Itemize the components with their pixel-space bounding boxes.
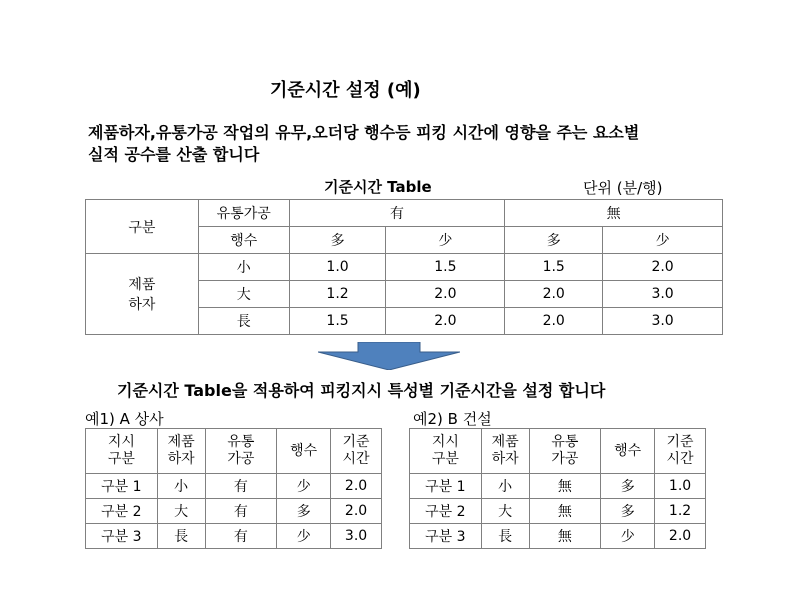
header-cell xyxy=(655,429,706,474)
header-cell: 행수 xyxy=(277,429,331,474)
row-group-line: 하자 xyxy=(128,297,156,313)
header-line: 제품 xyxy=(491,434,519,450)
table-row xyxy=(86,499,382,524)
table-cell: 2.0 xyxy=(386,281,505,308)
intro-line-2: 실적 공수를 산출 합니다 xyxy=(88,145,260,164)
table-cell: 3.0 xyxy=(603,281,723,308)
table-cell: 구분 1 xyxy=(86,474,158,499)
table-cell: 多 xyxy=(601,474,655,499)
table-cell: 1.5 xyxy=(289,308,386,335)
header-cell xyxy=(481,429,529,474)
table-cell: 3.0 xyxy=(603,308,723,335)
table-cell: 有 xyxy=(205,474,277,499)
table-cell: 2.0 xyxy=(655,524,706,549)
conclusion-text: 기준시간 Table을 적용하여 피킹지시 특성별 기준시간을 설정 합니다 xyxy=(117,381,606,400)
header-da: 多 xyxy=(505,227,603,254)
table-cell: 無 xyxy=(529,524,601,549)
table-cell: 구분 1 xyxy=(410,474,482,499)
header-so: 少 xyxy=(386,227,505,254)
row-group-label xyxy=(86,254,199,335)
example-2-table xyxy=(409,428,706,549)
header-line: 기준 xyxy=(666,434,694,450)
standard-time-table xyxy=(85,199,723,335)
row-label: 大 xyxy=(198,281,289,308)
example-1-table xyxy=(85,428,382,549)
header-line: 구분 xyxy=(107,451,135,467)
header-cell xyxy=(157,429,205,474)
table-cell: 長 xyxy=(481,524,529,549)
intro-text xyxy=(88,122,639,166)
table-cell: 多 xyxy=(277,499,331,524)
table-cell: 1.0 xyxy=(655,474,706,499)
header-line: 지시 xyxy=(107,434,135,450)
down-arrow-icon xyxy=(318,342,460,370)
table-cell: 小 xyxy=(157,474,205,499)
table-cell: 2.0 xyxy=(505,281,603,308)
header-line: 시간 xyxy=(342,451,370,467)
table-cell: 有 xyxy=(205,524,277,549)
header-mu: 無 xyxy=(505,200,723,227)
header-haengsu: 행수 xyxy=(198,227,289,254)
header-line: 지시 xyxy=(431,434,459,450)
header-line: 제품 xyxy=(167,434,195,450)
header-cell xyxy=(529,429,601,474)
table-cell: 구분 2 xyxy=(410,499,482,524)
example-2-label: 예2) B 건설 xyxy=(413,410,492,428)
header-gubun: 구분 xyxy=(86,200,199,254)
table-row xyxy=(410,499,706,524)
table-cell: 少 xyxy=(277,524,331,549)
row-label: 長 xyxy=(198,308,289,335)
page-title: 기준시간 설정 (예) xyxy=(270,80,421,101)
header-line: 구분 xyxy=(431,451,459,467)
header-line: 가공 xyxy=(227,451,255,467)
table-cell: 1.5 xyxy=(386,254,505,281)
table-cell: 大 xyxy=(481,499,529,524)
table-header-row xyxy=(410,429,706,474)
table-cell: 1.0 xyxy=(289,254,386,281)
header-yu: 有 xyxy=(289,200,505,227)
header-line: 시간 xyxy=(666,451,694,467)
header-cell: 행수 xyxy=(601,429,655,474)
header-line: 하자 xyxy=(167,451,195,467)
header-line: 기준 xyxy=(342,434,370,450)
table-cell: 2.0 xyxy=(603,254,723,281)
table-row xyxy=(86,474,382,499)
table-cell: 無 xyxy=(529,499,601,524)
table-cell: 少 xyxy=(277,474,331,499)
table-cell: 2.0 xyxy=(331,499,382,524)
header-cell xyxy=(86,429,158,474)
table-cell: 無 xyxy=(529,474,601,499)
table-cell: 2.0 xyxy=(331,474,382,499)
header-so: 少 xyxy=(603,227,723,254)
table-cell: 有 xyxy=(205,499,277,524)
header-da: 多 xyxy=(289,227,386,254)
unit-label: 단위 (분/행) xyxy=(583,179,663,197)
table-row xyxy=(410,524,706,549)
table-cell: 1.5 xyxy=(505,254,603,281)
row-group-line: 제품 xyxy=(128,277,156,293)
table-row xyxy=(86,524,382,549)
table-cell: 1.2 xyxy=(289,281,386,308)
header-cell xyxy=(205,429,277,474)
header-cell xyxy=(331,429,382,474)
table-cell: 少 xyxy=(601,524,655,549)
table-cell: 大 xyxy=(157,499,205,524)
table-title: 기준시간 Table xyxy=(324,178,432,196)
table-cell: 2.0 xyxy=(386,308,505,335)
header-line: 유통 xyxy=(227,434,255,450)
table-cell: 小 xyxy=(481,474,529,499)
intro-line-1: 제품하자,유통가공 작업의 유무,오더당 행수등 피킹 시간에 영향을 주는 요소별 xyxy=(88,123,640,142)
table-cell: 2.0 xyxy=(505,308,603,335)
table-cell: 1.2 xyxy=(655,499,706,524)
header-cell xyxy=(410,429,482,474)
table-header-row xyxy=(86,200,723,227)
example-1-label: 예1) A 상사 xyxy=(85,410,164,428)
table-row xyxy=(410,474,706,499)
table-header-row xyxy=(86,429,382,474)
header-line: 하자 xyxy=(491,451,519,467)
header-line: 가공 xyxy=(551,451,579,467)
table-cell: 長 xyxy=(157,524,205,549)
header-yutong: 유통가공 xyxy=(198,200,289,227)
table-cell: 3.0 xyxy=(331,524,382,549)
table-row xyxy=(86,254,723,281)
table-cell: 구분 3 xyxy=(410,524,482,549)
row-label: 小 xyxy=(198,254,289,281)
table-cell: 구분 3 xyxy=(86,524,158,549)
table-cell: 多 xyxy=(601,499,655,524)
header-line: 유통 xyxy=(551,434,579,450)
table-cell: 구분 2 xyxy=(86,499,158,524)
